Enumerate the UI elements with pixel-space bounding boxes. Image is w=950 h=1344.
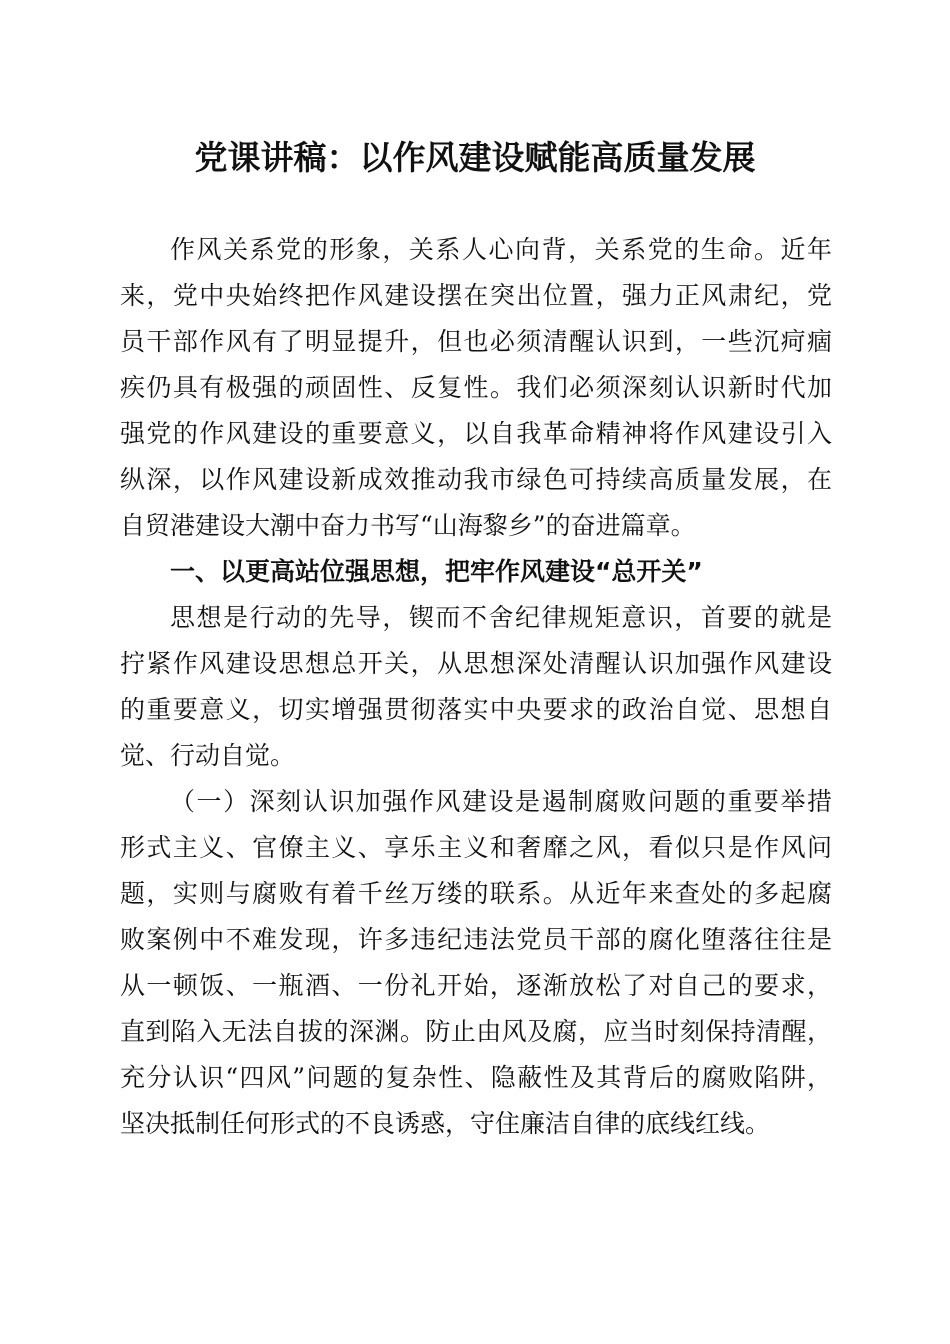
paragraph-line: 觉、行动自觉。 [120, 741, 296, 770]
subsection-heading: （一）深刻认识加强作风建设是遏制腐败问题的重要举措 [170, 787, 832, 816]
paragraph-line: 败案例中不难发现，许多违纪违法党员干部的腐化堕落往往是 [120, 925, 832, 954]
paragraph-line: 疾仍具有极强的顽固性、反复性。我们必须深刻认识新时代加 [120, 373, 832, 402]
paragraph-line: 充分认识“四风”问题的复杂性、隐蔽性及其背后的腐败陷阱， [120, 1063, 832, 1092]
paragraph-line: 作风关系党的形象，关系人心向背，关系党的生命。近年 [170, 235, 832, 264]
paragraph-line: 坚决抵制任何形式的不良诱惑，守住廉洁自律的底线红线。 [120, 1109, 771, 1138]
paragraph-line: 题，实则与腐败有着千丝万缕的联系。从近年来查处的多起腐 [120, 879, 832, 908]
paragraph-line: 从一顿饭、一瓶酒、一份礼开始，逐渐放松了对自己的要求， [120, 971, 832, 1000]
paragraph-line: 的重要意义，切实增强贯彻落实中央要求的政治自觉、思想自 [120, 695, 832, 724]
paragraph-line: 拧紧作风建设思想总开关，从思想深处清醒认识加强作风建设 [120, 649, 832, 678]
document-title: 党课讲稿：以作风建设赋能高质量发展 [194, 138, 756, 177]
paragraph-line: 强党的作风建设的重要意义，以自我革命精神将作风建设引入 [120, 419, 832, 448]
paragraph-line: 形式主义、官僚主义、享乐主义和奢靡之风，看似只是作风问 [120, 833, 832, 862]
paragraph-line: 直到陷入无法自拔的深渊。防止由风及腐，应当时刻保持清醒， [120, 1017, 832, 1046]
paragraph-line: 员干部作风有了明显提升，但也必须清醒认识到，一些沉疴痼 [120, 327, 832, 356]
paragraph-line: 纵深，以作风建设新成效推动我市绿色可持续高质量发展，在 [120, 465, 832, 494]
paragraph-line: 来，党中央始终把作风建设摆在突出位置，强力正风肃纪，党 [120, 281, 832, 310]
paragraph-line: 自贸港建设大潮中奋力书写“山海黎乡”的奋进篇章。 [120, 511, 696, 540]
section-heading: 一、以更高站位强思想，把牢作风建设“总开关” [170, 557, 703, 586]
paragraph-line: 思想是行动的先导，锲而不舍纪律规矩意识，首要的就是 [170, 603, 832, 632]
